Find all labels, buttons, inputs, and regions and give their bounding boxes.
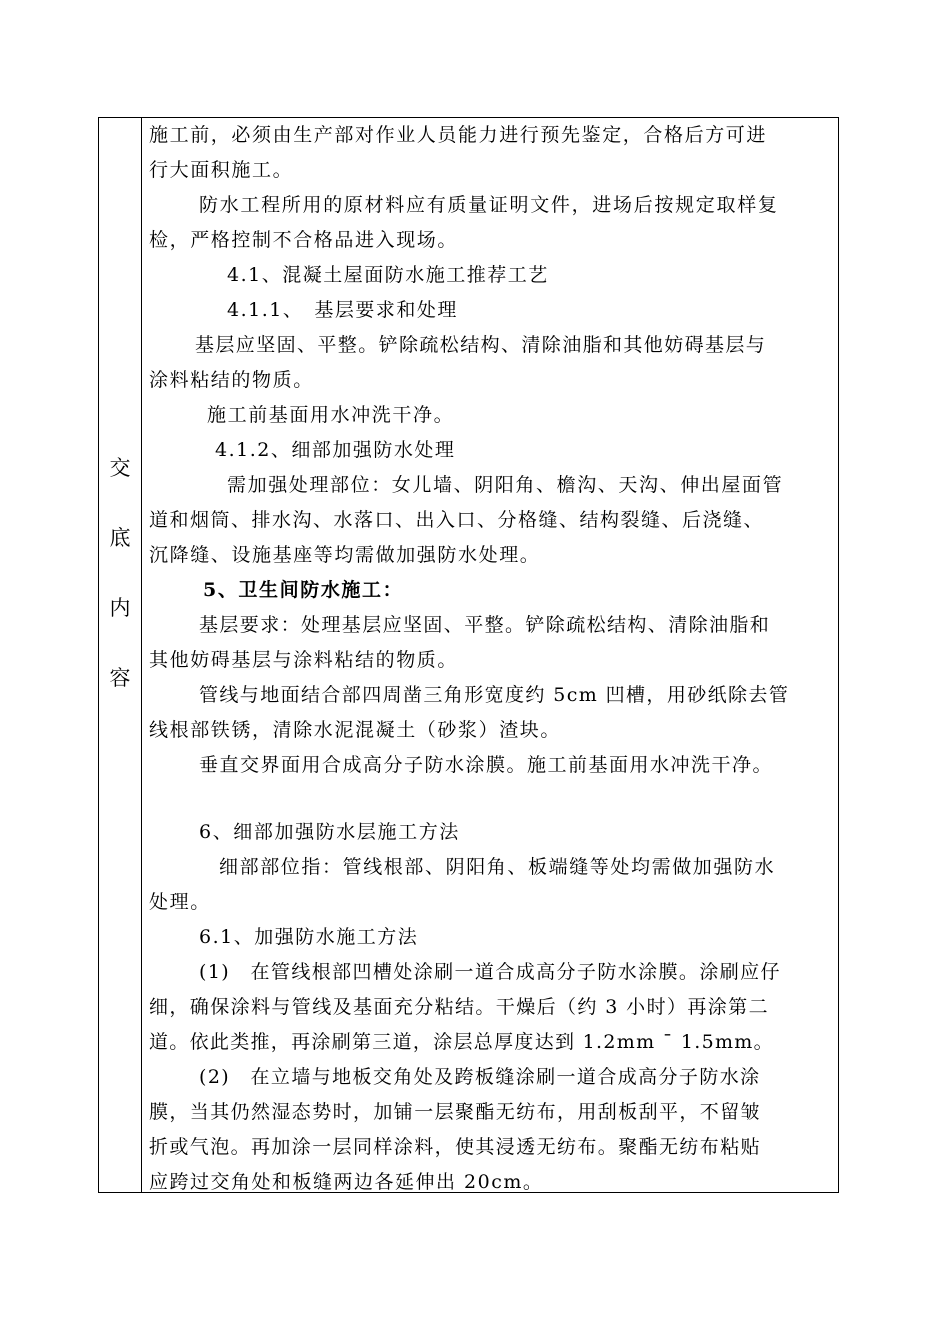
text-line: 管线与地面结合部四周凿三角形宽度约 5cm 凹槽，用砂纸除去管 xyxy=(199,684,790,706)
side-label-char: 交 xyxy=(109,456,131,480)
text-line: 检，严格控制不合格品进入现场。 xyxy=(149,229,459,251)
side-label xyxy=(99,448,141,728)
text-line: 折或气泡。再加涂一层同样涂料，使其浸透无纺布。聚酯无纺布粘贴 xyxy=(149,1136,762,1158)
text-line: (2) 在立墙与地板交角处及跨板缝涂刷一道合成高分子防水涂 xyxy=(199,1066,761,1088)
text-line: 施工前基面用水冲洗干净。 xyxy=(207,404,455,426)
section-heading: 5、卫生间防水施工： xyxy=(203,579,404,601)
text-line: 6.1、加强防水施工方法 xyxy=(199,926,419,948)
text-line: 施工前，必须由生产部对作业人员能力进行预先鉴定，合格后方可进 xyxy=(149,124,768,146)
text-line: 涂料粘结的物质。 xyxy=(149,369,314,391)
text-line: (1) 在管线根部凹槽处涂刷一道合成高分子防水涂膜。涂刷应仔 xyxy=(199,961,781,983)
side-label-char: 内 xyxy=(109,596,131,620)
disclosure-table xyxy=(98,117,839,1193)
text-line: 其他妨碍基层与涂料粘结的物质。 xyxy=(149,649,459,671)
text-line: 沉降缝、设施基座等均需做加强防水处理。 xyxy=(149,544,541,566)
text-line: 处理。 xyxy=(149,891,211,913)
text-line: 线根部铁锈，清除水泥混凝土（砂浆）渣块。 xyxy=(149,719,562,741)
side-label-char: 底 xyxy=(109,526,131,550)
column-divider xyxy=(141,118,142,1192)
text-line: 细部部位指：管线根部、阴阳角、板端缝等处均需做加强防水 xyxy=(219,856,776,878)
text-line: 防水工程所用的原材料应有质量证明文件，进场后按规定取样复 xyxy=(199,194,779,216)
side-label-char: 容 xyxy=(109,666,131,690)
text-line: 4.1、混凝土屋面防水施工推荐工艺 xyxy=(227,264,549,286)
text-line: 垂直交界面用合成高分子防水涂膜。施工前基面用水冲洗干净。 xyxy=(199,754,774,776)
text-line: 4.1.1、 基层要求和处理 xyxy=(227,299,458,321)
text-line: 需加强处理部位：女儿墙、阴阳角、檐沟、天沟、伸出屋面管 xyxy=(227,474,784,496)
text-line: 膜，当其仍然湿态势时，加铺一层聚酯无纺布，用刮板刮平，不留皱 xyxy=(149,1101,762,1123)
text-line: 应跨过交角处和板缝两边各延伸出 20cm。 xyxy=(149,1171,544,1193)
section-heading: 6、细部加强防水层施工方法 xyxy=(199,821,460,843)
text-line: 道。依此类推，再涂刷第三道，涂层总厚度达到 1.2mm ¯ 1.5mm。 xyxy=(149,1031,774,1053)
text-line: 细，确保涂料与管线及基面充分粘结。干燥后（约 3 小时）再涂第二 xyxy=(149,996,769,1018)
text-line: 行大面积施工。 xyxy=(149,159,294,181)
text-line: 4.1.2、细部加强防水处理 xyxy=(215,439,456,461)
text-line: 基层要求：处理基层应坚固、平整。铲除疏松结构、清除油脂和 xyxy=(199,614,771,636)
text-line: 基层应坚固、平整。铲除疏松结构、清除油脂和其他妨碍基层与 xyxy=(195,334,767,356)
text-line: 道和烟筒、排水沟、水落口、出入口、分格缝、结构裂缝、后浇缝、 xyxy=(149,509,765,531)
